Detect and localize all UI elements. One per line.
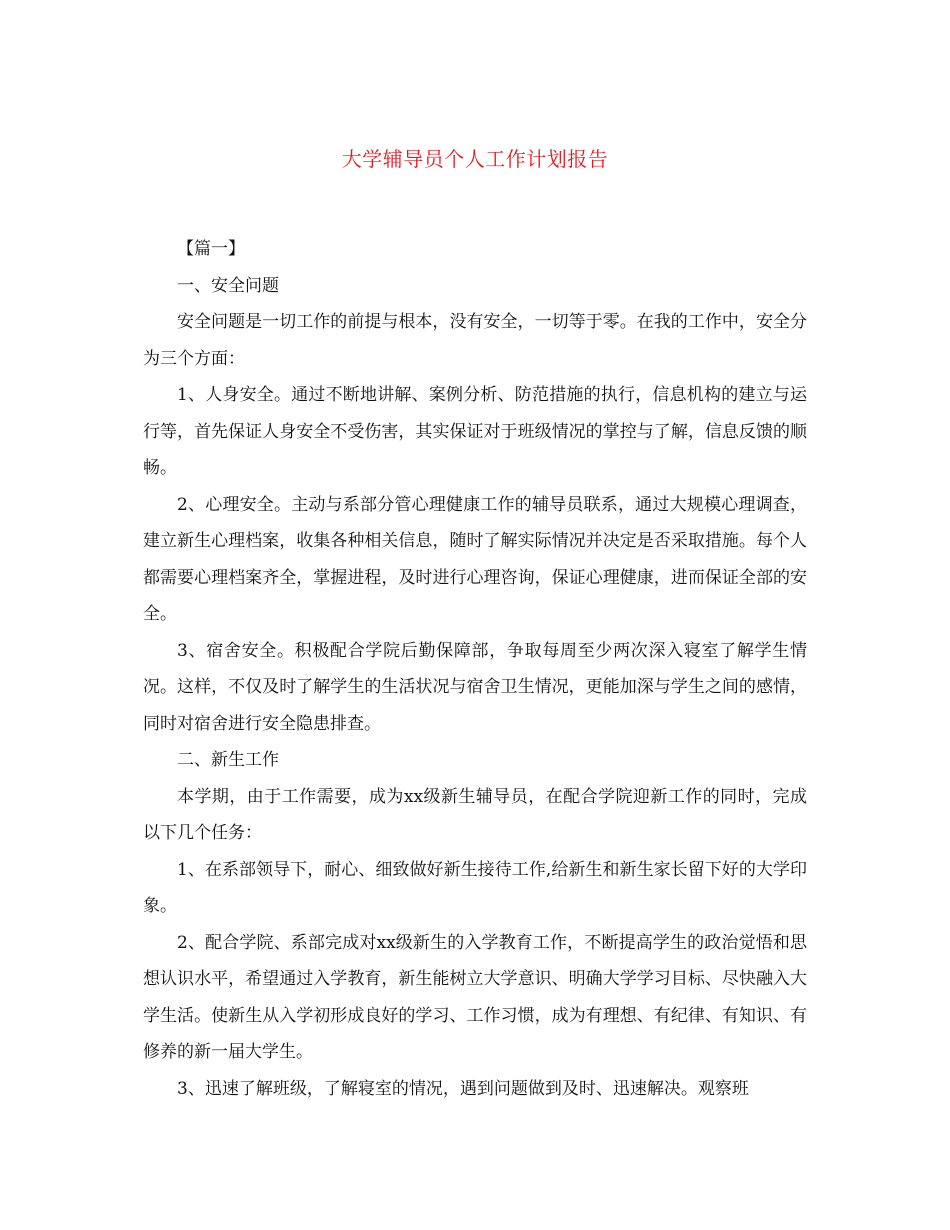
document-title: 大学辅导员个人工作计划报告	[341, 147, 609, 171]
section-heading: 二、新生工作	[177, 750, 279, 770]
paragraph: 本学期，由于工作需要，成为xx级新生辅导员，在配合学院迎新工作的同时，完成以下几个任务：	[143, 786, 807, 843]
paragraph: 2、配合学院、系部完成对xx级新生的入学教育工作，不断提高学生的政治觉悟和思想认识水平，希望通过入学教育，新生能树立大学意识、明确大学学习目标、尽快融入大学生活。使新生从入学初形成良好的学习、工作习惯，成为有理想、有纪律、有知识、有修养的新一届大学生。	[143, 932, 807, 1062]
paragraph: 1、在系部领导下，耐心、细致做好新生接待工作,给新生和新生家长留下好的大学印象。	[143, 859, 807, 916]
section-heading: 一、安全问题	[177, 275, 279, 296]
paragraph: 安全问题是一切工作的前提与根本，没有安全，一切等于零。在我的工作中，安全分为三个方面：	[143, 312, 807, 369]
paragraph: 1、人身安全。通过不断地讲解、案例分析、防范措施的执行，信息机构的建立与运行等，首先保证人身安全不受伤害，其实保证对于班级情况的掌控与了解，信息反馈的顺畅。	[143, 385, 807, 478]
paragraph: 3、宿舍安全。积极配合学院后勤保障部，争取每周至少两次深入寝室了解学生情况。这样，不仅及时了解学生的生活状况与宿舍卫生情况，更能加深与学生之间的感情，同时对宿舍进行安全隐患排查。	[143, 640, 807, 734]
paragraph: 2、心理安全。主动与系部分管心理健康工作的辅导员联系，通过大规模心理调查，建立新生心理档案，收集各种相关信息，随时了解实际情况并决定是否采取措施。每个人都需要心理档案齐全，掌握进程，及时进行心理咨询，保证心理健康，进而保证全部的安全。	[143, 494, 807, 624]
document-body	[143, 231, 807, 1107]
section-marker: 【篇一】	[177, 239, 245, 259]
paragraph: 3、迅速了解班级，了解寝室的情况，遇到问题做到及时、迅速解决。观察班	[177, 1078, 749, 1099]
